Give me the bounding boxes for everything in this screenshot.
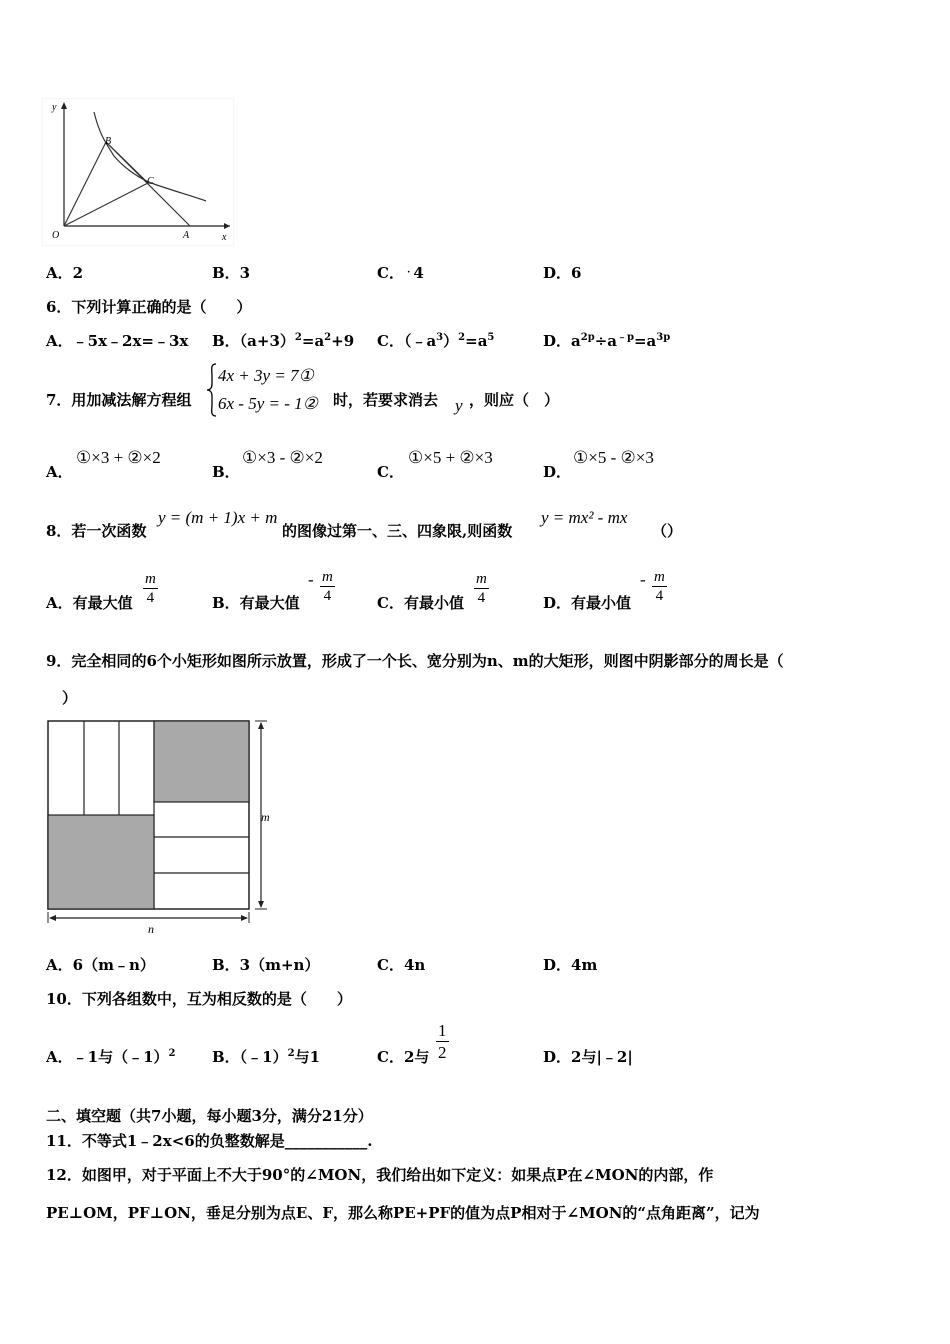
- q7-equation-1: 4x + 3y = 7①: [218, 366, 314, 385]
- label-c: C: [147, 176, 154, 187]
- label-m: m: [261, 810, 270, 824]
- q10-option-b: B．（﹣1）$^2$与1: [212, 1048, 321, 1066]
- q11: 11．不等式1﹣2x<6的负整数解是___________.: [46, 1132, 373, 1150]
- q6-option-b: B．$(a+3)^2=a^2+9$: [212, 332, 355, 350]
- label-o: O: [52, 230, 60, 241]
- q10-option-a: A．﹣1与（﹣1）$^2$: [46, 1048, 176, 1066]
- q8-option-a-frac: $\frac{m}{4}$: [145, 571, 156, 606]
- label-n: n: [148, 922, 154, 936]
- q7-end: ，则应（ ）: [469, 391, 560, 409]
- q8-prefix: 8．若一次函数: [46, 522, 147, 540]
- q7-option-d-expr: ①×5 - ②×3: [573, 448, 654, 467]
- q8-option-d-frac: $\frac{m}{4}$: [654, 569, 665, 604]
- q6-option-d: D．$a^{2p}\div a^{﹣p}=a^{3p}$: [543, 332, 671, 350]
- q7-equation-2: 6x - 5y = - 1②: [218, 394, 318, 413]
- q7-option-a: A．: [46, 463, 73, 481]
- q8-quadratic-function: y = mx² - mx: [541, 508, 628, 527]
- shaded-region-top-right: [154, 721, 249, 802]
- q12-line-2: PE⊥OM，PF⊥ON，垂足分别为点E、F，那么称PE+PF的值为点P相对于∠MON的“点角距离”，记为: [46, 1204, 760, 1222]
- q9-option-b: B．3（m+n）: [212, 956, 320, 974]
- q8-linear-function: y = (m + 1)x + m: [158, 508, 278, 527]
- q9-option-d: D．4m: [543, 956, 598, 974]
- q9-stem: 9．完全相同的6个小矩形如图所示放置，形成了一个长、宽分别为n、m的大矩形，则图中阴影部分的周长是（: [46, 652, 784, 670]
- section-2-heading: 二、填空题（共7小题，每小题3分，满分21分）: [46, 1107, 373, 1125]
- system-brace: [206, 362, 218, 418]
- q5-graph: [42, 98, 234, 246]
- q8-option-b: B．有最大值: [212, 594, 300, 612]
- label-b: B: [105, 136, 112, 147]
- q5-option-c-label: C．: [377, 264, 404, 282]
- q8-option-c-frac: $\frac{m}{4}$: [476, 571, 487, 606]
- label-x: x: [222, 232, 227, 243]
- q7-suffix: 时，若要求消去: [333, 391, 439, 409]
- q6-option-a: A．﹣5x﹣2x=﹣3x: [46, 332, 189, 350]
- q10-stem: 10．下列各组数中，互为相反数的是（ ）: [46, 990, 352, 1008]
- label-y: y: [52, 102, 57, 113]
- q6-option-c: C．$(﹣a^3)^2=a^5$: [377, 332, 495, 350]
- label-a: A: [183, 230, 190, 241]
- q9-option-c: C．4n: [377, 956, 426, 974]
- q5-option-c: C． · 4: [377, 264, 424, 282]
- q8-option-d: D．有最小值: [543, 594, 632, 612]
- q7-variable: y: [455, 396, 463, 415]
- q9-option-a: A．6（m﹣n）: [46, 956, 155, 974]
- q5-option-a: A．2: [46, 264, 84, 282]
- q7-option-d: D．: [543, 463, 572, 481]
- q7-option-b-expr: ①×3 - ②×2: [242, 448, 323, 467]
- q7-option-c: C．: [377, 463, 404, 481]
- q8-option-c: C．有最小值: [377, 594, 464, 612]
- q7-option-c-expr: ①×5 + ②×3: [408, 448, 493, 467]
- q7-option-b: B．: [212, 463, 240, 481]
- q6-stem: 6．下列计算正确的是（ ）: [46, 298, 252, 316]
- q5-option-d: D．6: [543, 264, 582, 282]
- q8-option-b-frac: $\frac{m}{4}$: [322, 569, 333, 604]
- q8-option-b-sign: -: [308, 570, 314, 589]
- q12-line-1: 12．如图甲，对于平面上不大于90°的∠MON，我们给出如下定义：如果点P在∠MON的内部，作: [46, 1166, 714, 1184]
- q8-option-a: A．有最大值: [46, 594, 133, 612]
- q9-rectangle-figure: [42, 715, 278, 937]
- q10-option-d: D．2与|﹣2|: [543, 1048, 633, 1066]
- q10-option-c: C．2与: [377, 1048, 430, 1066]
- q7-option-a-expr: ①×3 + ②×2: [76, 448, 161, 467]
- q8-option-d-sign: -: [640, 570, 646, 589]
- q7-prefix: 7．用加减法解方程组: [46, 391, 192, 409]
- shaded-region-bottom-left: [48, 815, 154, 909]
- q8-mid: 的图像过第一、三、四象限,则函数: [282, 522, 513, 540]
- q5-option-c-value: 4: [413, 264, 424, 282]
- q10-option-c-frac: $\frac{1}{2}$: [438, 1021, 447, 1062]
- q8-end: （）: [652, 522, 683, 540]
- q5-option-b: B．3: [212, 264, 251, 282]
- q9-stem-end: ）: [62, 689, 78, 707]
